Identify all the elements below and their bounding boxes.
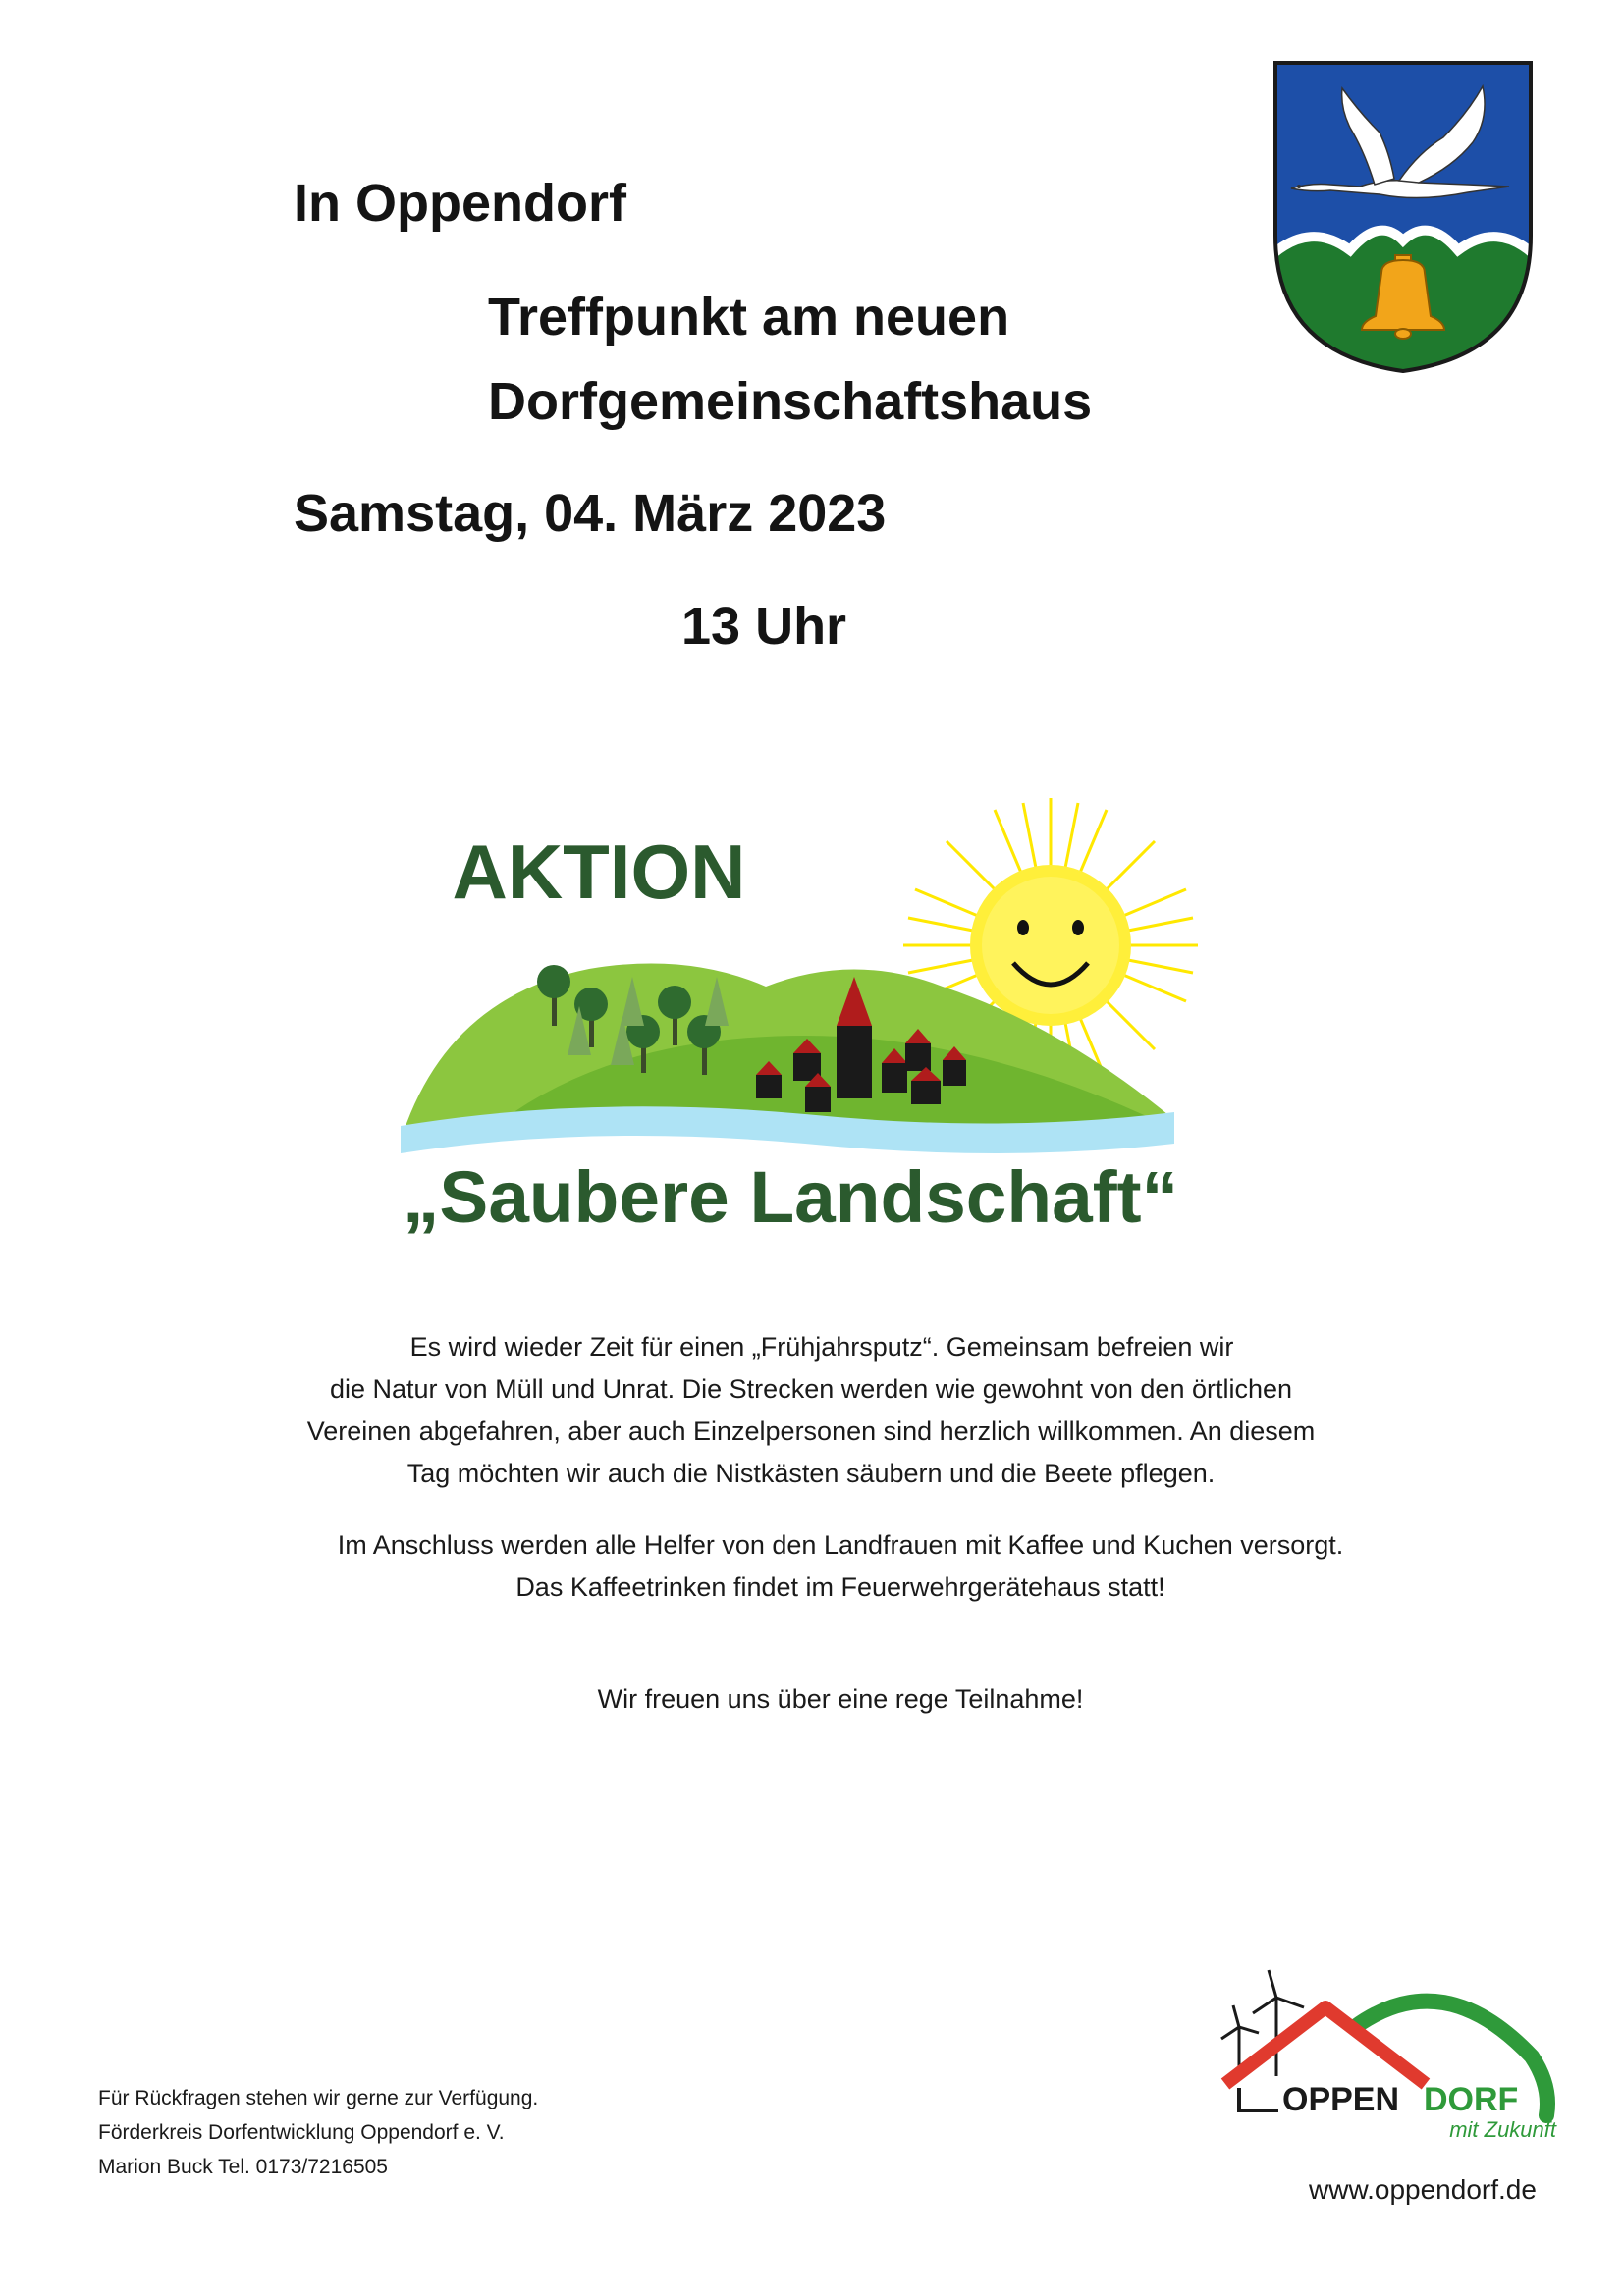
aktion-logo-graphic bbox=[393, 741, 1208, 1252]
brand-oppen: OPPEN bbox=[1282, 2081, 1400, 2118]
paragraph-1-line-3: Vereinen abgefahren, aber auch Einzelpersonen sind herzlich willkommen. An diesem bbox=[306, 1416, 1316, 1446]
paragraph-1-line-1: Es wird wieder Zeit für einen „Frühjahrsputz“. Gemeinsam befreien wir bbox=[409, 1332, 1234, 1362]
aktion-logo bbox=[393, 741, 1208, 1252]
closing-line: Wir freuen uns über eine rege Teilnahme! bbox=[597, 1684, 1084, 1714]
meeting-point-line-2: Dorfgemeinschaftshaus bbox=[488, 372, 1093, 431]
website-link[interactable]: www.oppendorf.de bbox=[1309, 2174, 1537, 2205]
footer-contact-line-1: Für Rückfragen stehen wir gerne zur Verfügung. bbox=[98, 2087, 539, 2109]
paragraph-1-line-4: Tag möchten wir auch die Nistkästen säubern und die Beete pflegen. bbox=[406, 1459, 1216, 1488]
event-time: 13 Uhr bbox=[681, 597, 847, 656]
footer-contact-line-3: Marion Buck Tel. 0173/7216505 bbox=[98, 2156, 388, 2178]
aktion-subtitle: „Saubere Landschaft“ bbox=[403, 1156, 1178, 1238]
coat-of-arms-icon bbox=[1271, 59, 1535, 375]
paragraph-1 bbox=[222, 1326, 1400, 1495]
paragraph-2-line-2: Das Kaffeetrinken findet im Feuerwehrgerätehaus statt! bbox=[515, 1573, 1165, 1602]
aktion-title: AKTION bbox=[452, 828, 746, 915]
event-date: Samstag, 04. März 2023 bbox=[294, 484, 887, 543]
brand-tagline: mit Zukunft bbox=[1449, 2117, 1556, 2142]
paragraph-2-line-1: Im Anschluss werden alle Helfer von den Landfrauen mit Kaffee und Kuchen versorgt. bbox=[337, 1530, 1344, 1560]
footer-contact-line-2: Förderkreis Dorfentwicklung Oppendorf e. V. bbox=[98, 2121, 505, 2144]
oppendorf-logo bbox=[1217, 1968, 1571, 2145]
footer-contact bbox=[98, 2081, 538, 2184]
paragraph-2 bbox=[251, 1524, 1430, 1609]
paragraph-1-line-2: die Natur von Müll und Unrat. Die Strecken werden wie gewohnt von den örtlichen bbox=[329, 1374, 1293, 1404]
place-heading: In Oppendorf bbox=[294, 174, 626, 233]
brand-dorf: DORF bbox=[1424, 2081, 1519, 2118]
oppendorf-logo-graphic bbox=[1217, 1968, 1571, 2145]
meeting-point-line-1: Treffpunkt am neuen bbox=[488, 288, 1010, 347]
coat-of-arms bbox=[1271, 59, 1535, 375]
